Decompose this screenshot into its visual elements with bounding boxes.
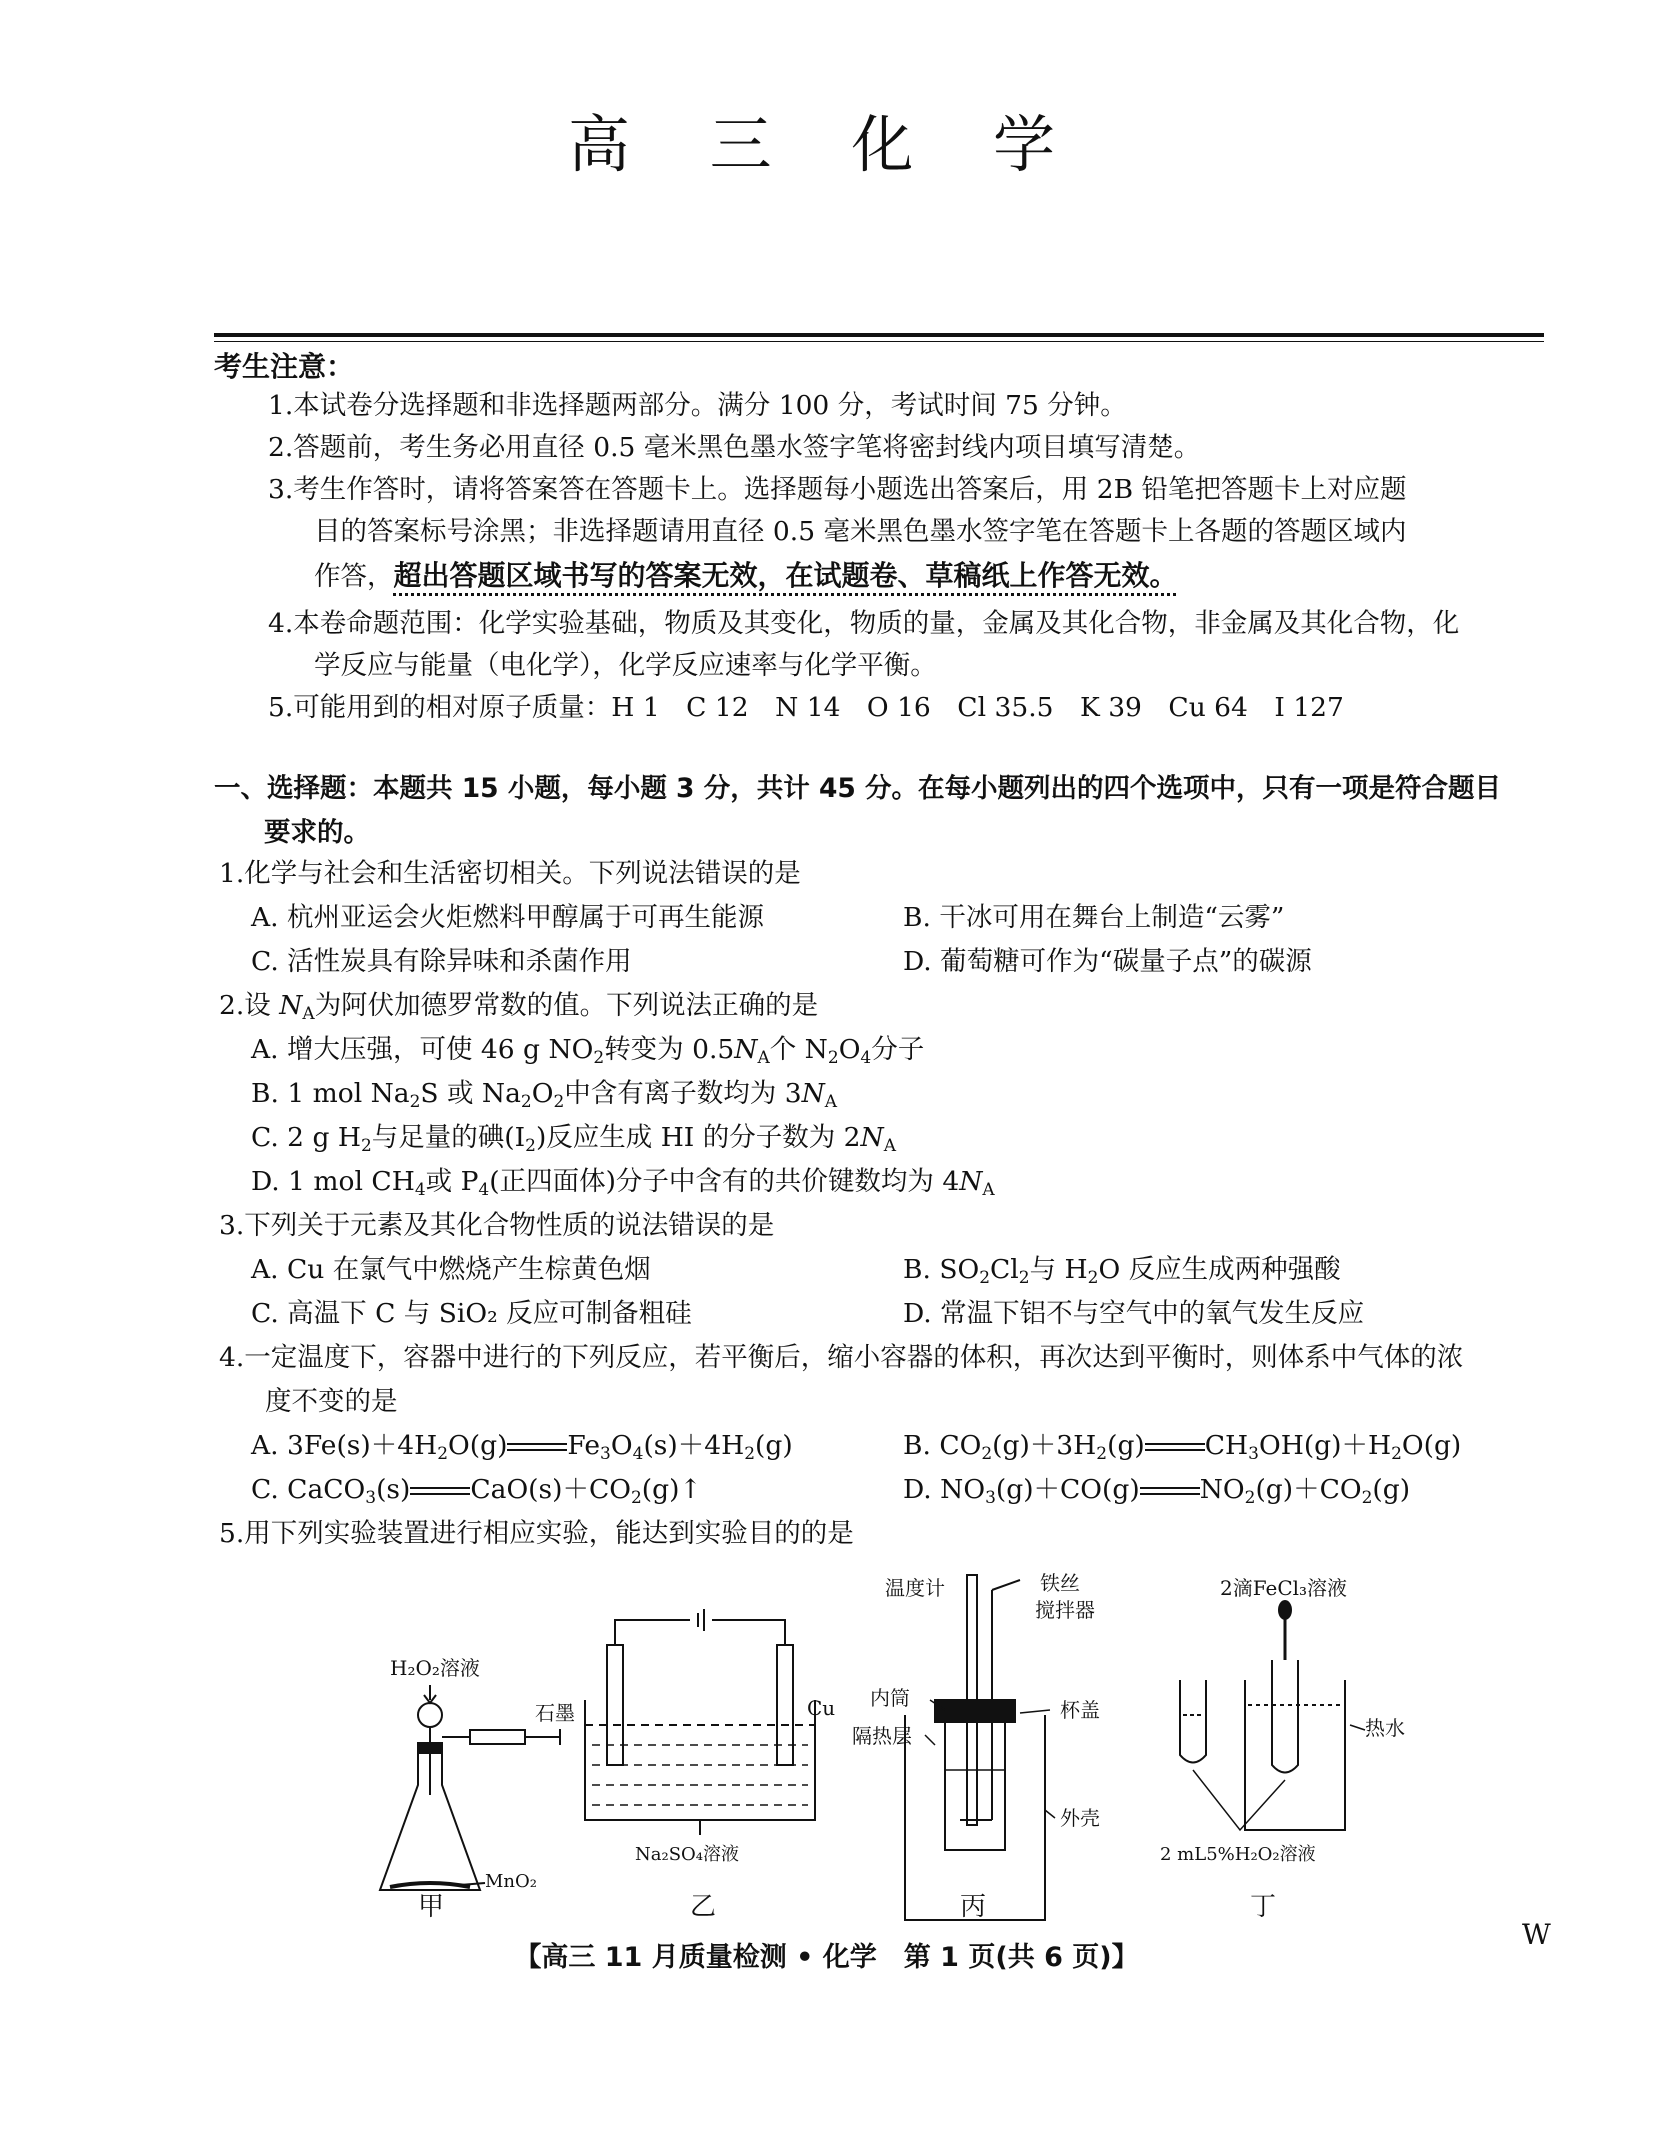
q4-option-a: A. $3Fe(s)+4H_2O(g)$ $Fe_3O_4(s)+4H_2(g)$ xyxy=(251,1430,793,1464)
ding-label-h2o2: 2 mL5%H₂O₂溶液 xyxy=(1160,1844,1316,1865)
ding-caption: 丁 xyxy=(1250,1892,1277,1922)
q2-option-d: D. 1 mol $CH_4$或 $P_4$(正四面体)分子中含有的共价键数均为 $4N_A$ xyxy=(251,1166,995,1200)
q1-option-c: C. 活性炭具有除异味和杀菌作用 xyxy=(251,946,632,977)
jia-mno2-layer xyxy=(390,1883,470,1887)
yi-label-graphite: 石墨 xyxy=(535,1701,575,1725)
bing-label-inner: 内筒 xyxy=(870,1686,910,1710)
bing-label-stirrer: 搅拌器 xyxy=(1035,1598,1095,1622)
bing-caption: 丙 xyxy=(960,1892,987,1922)
q2-na-sub: A xyxy=(302,1004,315,1024)
yi-beaker xyxy=(585,1700,815,1820)
q1-option-d: D. 葡萄糖可作为“碳量子点”的碳源 xyxy=(903,946,1312,977)
q2-option-c: C. 2 g $H_2$与足量的碘$(I_2)$反应生成 HI 的分子数为 $2N_A$ xyxy=(251,1122,896,1156)
bing-outer-shell xyxy=(905,1715,1045,1920)
ding-dropper-bulb xyxy=(1279,1601,1291,1619)
apparatus-figure xyxy=(360,1565,1480,1925)
q4-option-b: B. $CO_2(g)+3H_2(g)$ $CH_3OH(g)+H_2O(g)$ xyxy=(903,1430,1462,1464)
q3-stem: 3.下列关于元素及其化合物性质的说法错误的是 xyxy=(219,1210,775,1241)
note-3-warning: 超出答题区域书写的答案无效，在试题卷、草稿纸上作答无效。 xyxy=(393,559,1178,592)
note-3-cont: 目的答案标号涂黑；非选择题请用直径 0.5 毫米黑色墨水签字笔在答题卡上各题的答题区域内 xyxy=(314,516,1407,547)
q4-option-c: C. CaCO$_3$(s) $CaO(s)+CO_2(g)↑$ xyxy=(251,1474,702,1508)
jia-label-mno2: MnO₂ xyxy=(485,1871,537,1892)
q3-option-a: A. Cu 在氯气中燃烧产生棕黄色烟 xyxy=(251,1254,651,1285)
note-3-cont2 xyxy=(314,555,1604,598)
q2-option-a: A. 增大压强，可使 46 g $NO_2$转变为 $0.5N_A$个 $N_2O_4$分子 xyxy=(251,1034,925,1068)
bing-lid xyxy=(935,1700,1015,1722)
q4-stem-2: 度不变的是 xyxy=(265,1386,398,1417)
ding-test-tube-2 xyxy=(1272,1660,1298,1773)
note-4: 4.本卷命题范围：化学实验基础，物质及其变化，物质的量，金属及其化合物，非金属及其化合物，化 xyxy=(268,608,1460,639)
notes-heading: 考生注意： xyxy=(214,350,355,383)
q3-option-c: C. 高温下 C 与 SiO₂ 反应可制备粗硅 xyxy=(251,1298,692,1329)
yi-solution-lines xyxy=(592,1745,808,1805)
yi-label-cu: Cu xyxy=(807,1696,836,1720)
bing-label-wire: 铁丝 xyxy=(1040,1571,1080,1595)
q1-option-b: B. 干冰可用在舞台上制造“云雾” xyxy=(903,902,1285,933)
corner-mark: W xyxy=(1522,1918,1551,1951)
apparatus-ding xyxy=(1160,1576,1405,1922)
q3-option-b: B. $SO_2Cl_2$与 $H_2O$ 反应生成两种强酸 xyxy=(903,1254,1341,1288)
q3-option-d: D. 常温下铝不与空气中的氧气发生反应 xyxy=(903,1298,1365,1329)
q2-option-b: B. 1 mol $Na_2S$ 或 $Na_2O_2$中含有离子数均为 $3N_A$ xyxy=(251,1078,838,1112)
apparatus-jia xyxy=(380,1656,560,1922)
bing-label-thermometer: 温度计 xyxy=(885,1576,945,1600)
jia-syringe-barrel xyxy=(470,1730,525,1744)
note-3: 3.考生作答时，请将答案答在答题卡上。选择题每小题选出答案后，用 2B 铅笔把答题卡上对应题 xyxy=(268,474,1407,505)
q4-stem-1: 4.一定温度下，容器中进行的下列反应，若平衡后，缩小容器的体积，再次达到平衡时，则体系中气体的浓 xyxy=(219,1342,1464,1373)
section-heading xyxy=(214,767,1544,855)
q5-stem: 5.用下列实验装置进行相应实验，能达到实验目的的是 xyxy=(219,1518,854,1549)
note-3-prefix: 作答， xyxy=(314,561,394,592)
bing-label-shell: 外壳 xyxy=(1060,1806,1100,1830)
bing-label-insulation: 隔热层 xyxy=(852,1724,912,1748)
header-rule-thin xyxy=(214,341,1544,342)
jia-label-h2o2: H₂O₂溶液 xyxy=(390,1656,480,1680)
jia-mno2-pointer xyxy=(460,1883,485,1885)
ding-label-hot-water: 热水 xyxy=(1365,1716,1405,1740)
jia-funnel xyxy=(418,1703,442,1727)
section-line-2: 要求的。 xyxy=(264,817,370,848)
page-title: 高 三 化 学 xyxy=(567,108,1086,181)
note-2: 2.答题前，考生务必用直径 0.5 毫米黑色墨水签字笔将密封线内项目填写清楚。 xyxy=(268,432,1201,463)
yi-label-solution: Na₂SO₄溶液 xyxy=(635,1844,740,1865)
bing-label-lid: 杯盖 xyxy=(1060,1698,1100,1722)
note-5: 5.可能用到的相对原子质量：H 1 C 12 N 14 O 16 Cl 35.5 K 39 Cu 64 I 127 xyxy=(268,692,1344,723)
q2-na: N xyxy=(279,990,303,1021)
jia-syringe-plunger xyxy=(525,1729,560,1745)
apparatus-yi xyxy=(535,1609,835,1922)
yi-caption: 乙 xyxy=(690,1892,717,1922)
bing-inner-cup xyxy=(945,1722,1005,1850)
yi-cu-electrode xyxy=(777,1645,793,1765)
yi-circuit xyxy=(615,1609,785,1645)
q1-option-a: A. 杭州亚运会火炬燃料甲醇属于可再生能源 xyxy=(251,902,764,933)
q4-option-d: D. $NO_3(g)+CO(g)$ $NO_2(g)+CO_2(g)$ xyxy=(903,1474,1411,1508)
apparatus-bing xyxy=(852,1571,1100,1922)
ding-label-fecl3: 2滴FeCl₃溶液 xyxy=(1220,1576,1348,1600)
q2-stem-a: 2.设 xyxy=(219,990,280,1021)
ding-test-tube-1 xyxy=(1180,1680,1206,1763)
header-rule-thick xyxy=(214,333,1544,337)
q2-stem-b: 为阿伏加德罗常数的值。下列说法正确的是 xyxy=(314,990,819,1021)
ding-bottom-pointers xyxy=(1193,1770,1285,1830)
jia-stopper xyxy=(418,1743,442,1753)
q1-stem: 1.化学与社会和生活密切相关。下列说法错误的是 xyxy=(219,858,801,889)
section-line-1: 一、选择题：本题共 15 小题，每小题 3 分，共计 45 分。在每小题列出的四个选项中，只有一项是符合题目 xyxy=(214,773,1502,804)
note-4-cont: 学反应与能量（电化学），化学反应速率与化学平衡。 xyxy=(314,650,937,681)
ding-hot-pointer xyxy=(1350,1725,1365,1730)
yi-graphite-electrode xyxy=(607,1645,623,1765)
note-1: 1.本试卷分选择题和非选择题两部分。满分 100 分，考试时间 75 分钟。 xyxy=(268,390,1127,421)
page-footer: 【高三 11 月质量检测 • 化学 第 1 页(共 6 页)】 xyxy=(514,1942,1139,1973)
jia-caption: 甲 xyxy=(418,1892,445,1922)
